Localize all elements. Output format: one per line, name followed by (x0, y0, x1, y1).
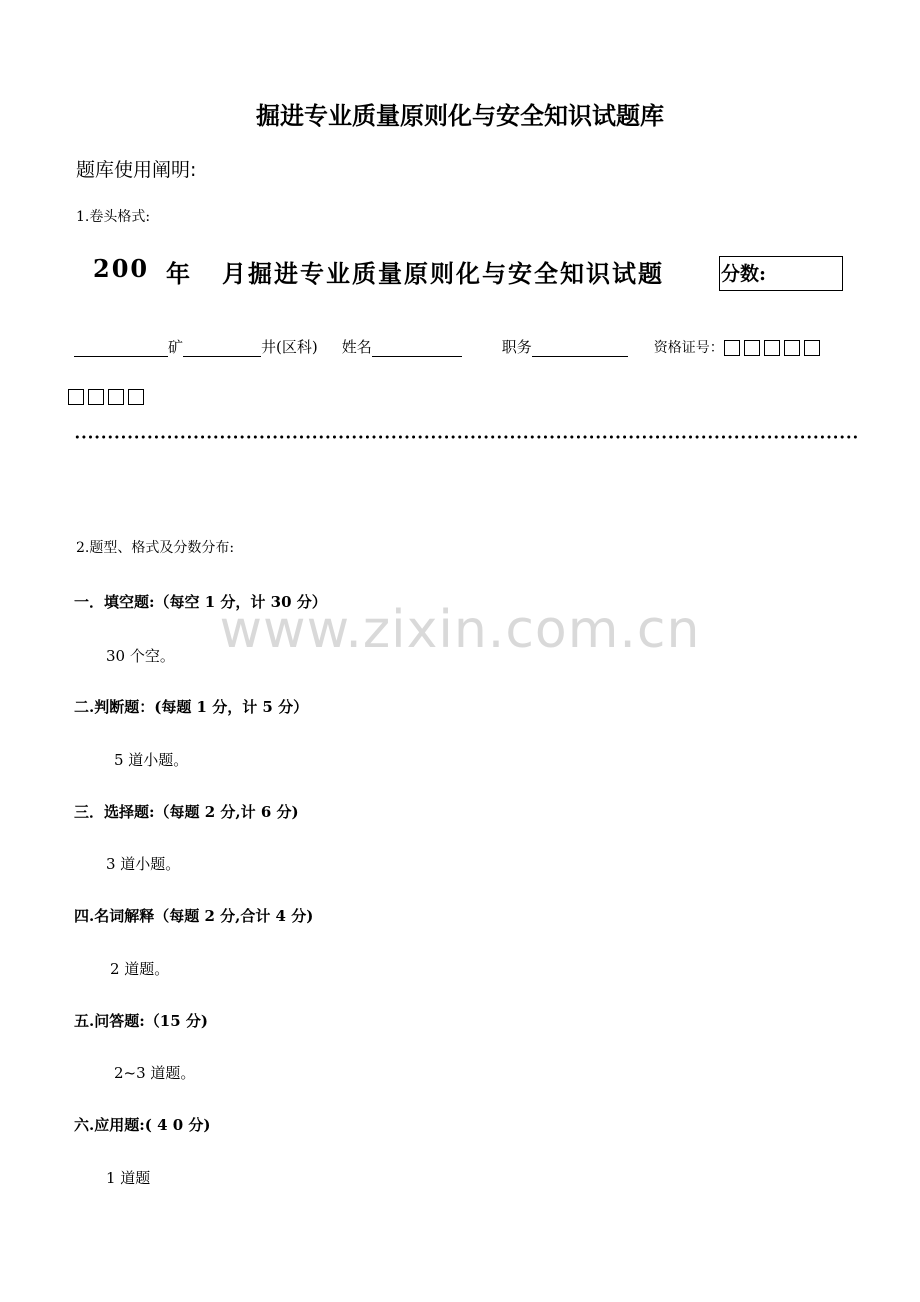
section-desc: 2 道题。 (110, 960, 170, 978)
cert-digit-box[interactable] (724, 340, 740, 356)
format-label: 2.题型、格式及分数分布: (76, 540, 235, 556)
section-desc: 30 个空。 (106, 647, 175, 665)
exam-year-unit: 年 (166, 259, 192, 288)
section-heading: 三．选择题:（每题 2 分,计 6 分) (74, 803, 299, 821)
cert-digit-box[interactable] (784, 340, 800, 356)
section-heading: 六.应用题:( 4 0 分) (74, 1116, 211, 1134)
section-desc: 2~3 道题。 (114, 1064, 196, 1082)
section-heading: 五.问答题:（15 分) (74, 1012, 208, 1030)
section-desc: 3 道小题。 (106, 855, 181, 873)
section-heading: 四.名词解释（每题 2 分,合计 4 分) (74, 907, 314, 925)
candidate-info-row (74, 336, 824, 357)
cert-digit-box[interactable] (744, 340, 760, 356)
header-format-label: 1.卷头格式: (76, 209, 151, 225)
cert-digit-box[interactable] (764, 340, 780, 356)
section-heading: 一．填空题:（每空 1 分，计 30 分） (74, 593, 327, 611)
position-blank[interactable] (532, 341, 628, 357)
position-label: 职务 (501, 338, 532, 356)
score-box (719, 256, 843, 291)
section-heading: 二.判断题：(每题 1 分，计 5 分） (74, 698, 309, 716)
mine-blank[interactable] (74, 341, 168, 357)
well-blank[interactable] (183, 341, 261, 357)
cert-boxes-row2 (68, 386, 148, 405)
name-label: 姓名 (341, 338, 372, 356)
exam-year: 200 (93, 254, 150, 283)
cert-digit-box[interactable] (88, 389, 104, 405)
section-desc: 5 道小题。 (114, 751, 189, 769)
cert-digit-box[interactable] (804, 340, 820, 356)
section-desc: 1 道题 (106, 1169, 151, 1187)
score-label: 分数: (721, 263, 767, 285)
well-label: 井(区科) (261, 338, 318, 356)
page-title: 掘进专业质量原则化与安全知识试题库 (256, 102, 664, 130)
watermark: www.zixin.com.cn (219, 600, 701, 660)
usage-heading: 题库使用阐明: (76, 159, 197, 181)
cert-boxes-row1 (724, 338, 824, 356)
cert-digit-box[interactable] (128, 389, 144, 405)
cert-digit-box[interactable] (108, 389, 124, 405)
mine-label: 矿 (168, 338, 184, 356)
dotted-cut-line (74, 434, 858, 440)
cert-label: 资格证号： (653, 340, 724, 356)
name-blank[interactable] (372, 341, 462, 357)
cert-digit-box[interactable] (68, 389, 84, 405)
exam-header-title: 月掘进专业质量原则化与安全知识试题 (222, 259, 664, 288)
